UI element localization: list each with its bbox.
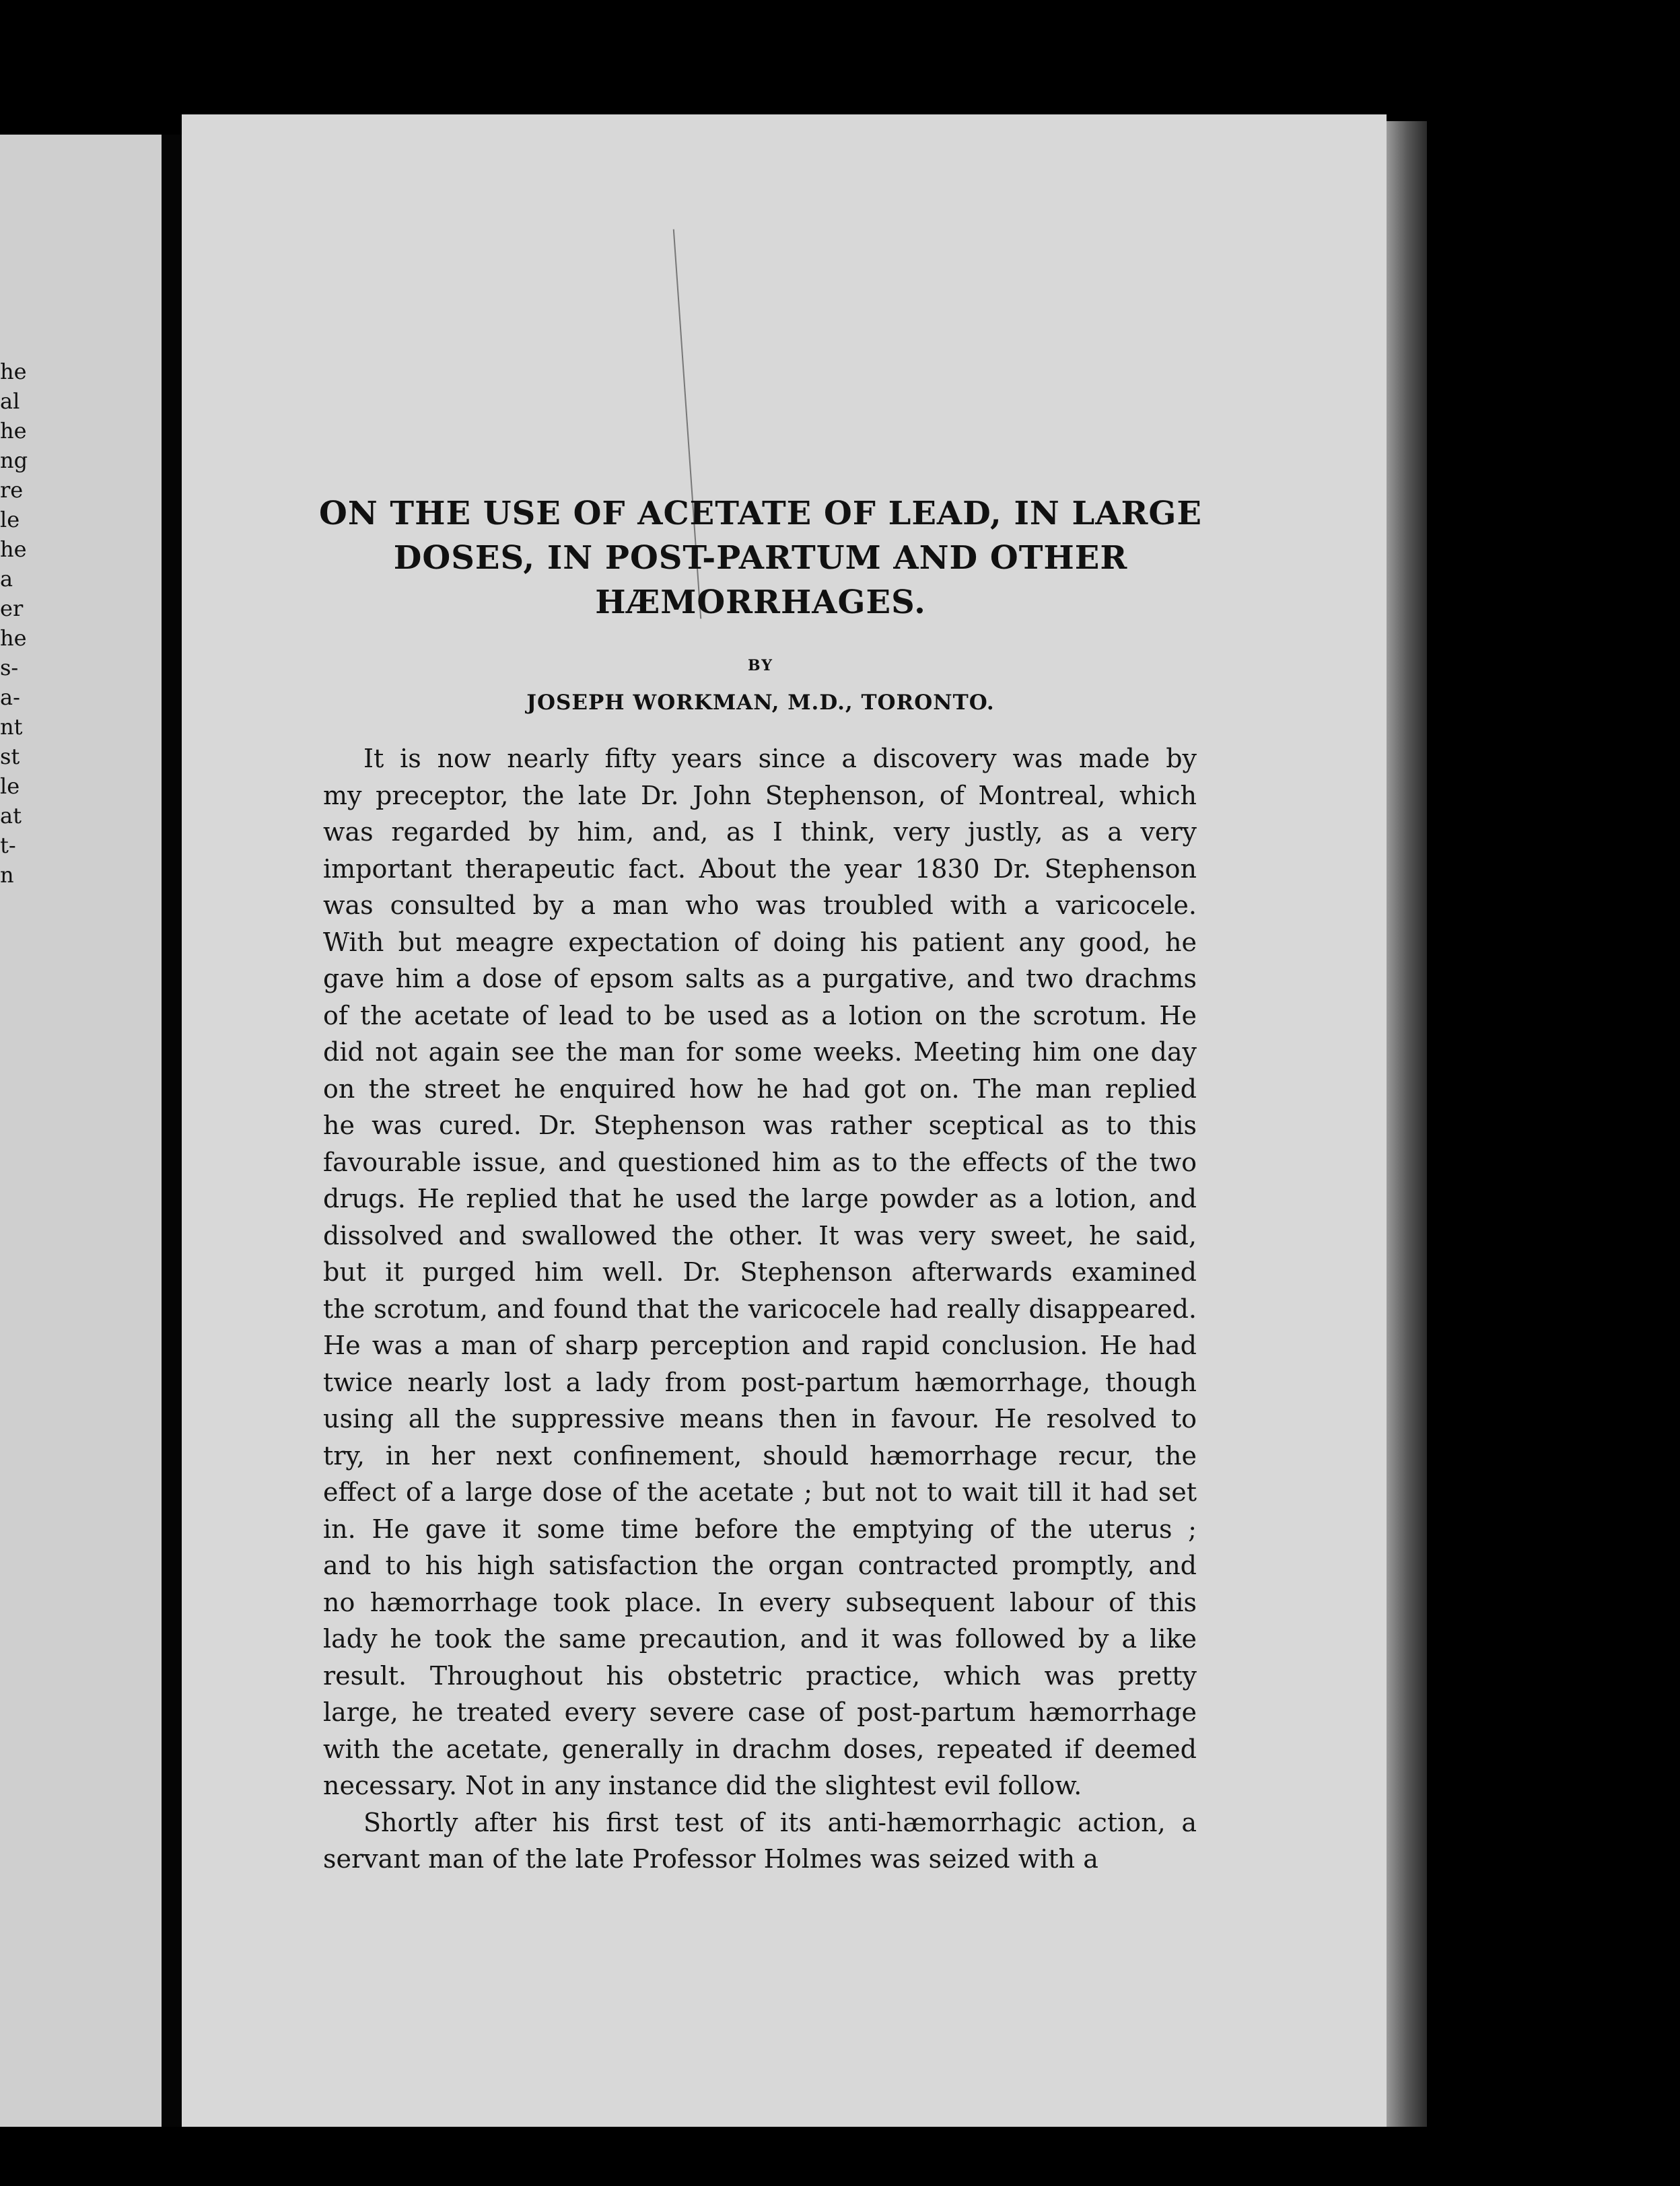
text-line: using all the suppressive means then in favour. He resolved to bbox=[323, 1404, 1197, 1434]
left-fragment: le bbox=[0, 507, 20, 532]
text-line: effect of a large dose of the acetate ; but not to wait till it had set bbox=[323, 1477, 1197, 1507]
text-line: favourable issue, and questioned him as to the effects of the two bbox=[323, 1147, 1197, 1177]
title-line-1: ON THE USE OF ACETATE OF LEAD, IN LARGE bbox=[319, 495, 1202, 532]
text-line: on the street he enquired how he had got on. The man replied bbox=[323, 1073, 1197, 1104]
left-fragment: t- bbox=[0, 833, 16, 858]
text-line: my preceptor, the late Dr. John Stephenson, of Montreal, which bbox=[323, 780, 1197, 810]
byline-by: BY bbox=[748, 657, 773, 674]
paragraph-2 bbox=[323, 1804, 1197, 1878]
text-line: the scrotum, and found that the varicocele had really disappeared. bbox=[323, 1294, 1197, 1324]
text-line: no hæmorrhage took place. In every subsequent labour of this bbox=[323, 1587, 1197, 1617]
text-line: necessary. Not in any instance did the slightest evil follow. bbox=[323, 1771, 1082, 1800]
text-line: important therapeutic fact. About the year 1830 Dr. Stephenson bbox=[323, 853, 1197, 884]
text-line: was consulted by a man who was troubled with a varicocele. bbox=[323, 890, 1197, 920]
left-fragment: he bbox=[0, 625, 27, 651]
text-line: he was cured. Dr. Stephenson was rather sceptical as to this bbox=[323, 1110, 1197, 1140]
left-fragment: ng bbox=[0, 448, 28, 473]
text-line: try, in her next confinement, should hæmorrhage recur, the bbox=[323, 1440, 1197, 1471]
text-line: with the acetate, generally in drachm doses, repeated if deemed bbox=[323, 1734, 1197, 1764]
text-line: He was a man of sharp perception and rapid conclusion. He had bbox=[323, 1331, 1197, 1360]
text-line: was regarded by him, and, as I think, very justly, as a very bbox=[323, 817, 1197, 847]
text-line: lady he took the same precaution, and it was followed by a like bbox=[323, 1624, 1197, 1654]
text-line: and to his high satisfaction the organ contracted promptly, and bbox=[323, 1551, 1197, 1580]
page-edge bbox=[1387, 121, 1427, 2127]
left-fragment: al bbox=[0, 388, 20, 414]
author-name: JOSEPH WORKMAN, M.D., TORONTO. bbox=[526, 691, 995, 715]
left-fragment: n bbox=[0, 862, 14, 888]
title-line-2: DOSES, IN POST-PARTUM AND OTHER bbox=[393, 539, 1128, 577]
left-fragment: a bbox=[0, 566, 13, 592]
text-line: dissolved and swallowed the other. It was very sweet, he said, bbox=[323, 1220, 1197, 1250]
text-line: gave him a dose of epsom salts as a purgative, and two drachms bbox=[323, 964, 1197, 993]
text-line: drugs. He replied that he used the large powder as a lotion, and bbox=[323, 1184, 1197, 1213]
paragraph-1 bbox=[323, 740, 1197, 1804]
left-fragment: s- bbox=[0, 655, 19, 680]
left-fragment: he bbox=[0, 418, 27, 444]
text-line: did not again see the man for some weeks. Meeting him one day bbox=[323, 1037, 1197, 1067]
article-title bbox=[269, 491, 1252, 625]
left-fragment: st bbox=[0, 744, 20, 769]
book-gutter bbox=[162, 135, 182, 2127]
left-fragment: le bbox=[0, 773, 20, 799]
left-fragment: a- bbox=[0, 684, 20, 710]
article-body bbox=[323, 740, 1197, 1878]
text-line: large, he treated every severe case of post-partum hæmorrhage bbox=[323, 1697, 1197, 1727]
left-page-text-fragments bbox=[0, 357, 40, 890]
text-line: With but meagre expectation of doing his patient any good, he bbox=[323, 927, 1197, 957]
title-line-3: HÆMORRHAGES. bbox=[595, 584, 926, 621]
left-fragment: nt bbox=[0, 714, 23, 740]
text-line: Shortly after his first test of its anti-hæmorrhagic action, a bbox=[363, 1807, 1197, 1837]
text-line: twice nearly lost a lady from post-partum hæmorrhage, though bbox=[323, 1367, 1197, 1397]
text-line: of the acetate of lead to be used as a lotion on the scrotum. He bbox=[323, 1000, 1197, 1030]
text-line: It is now nearly fifty years since a discovery was made by bbox=[363, 744, 1197, 773]
left-fragment: re bbox=[0, 477, 24, 503]
left-fragment: he bbox=[0, 359, 27, 384]
left-fragment: er bbox=[0, 596, 24, 621]
left-fragment: he bbox=[0, 536, 27, 562]
text-line: in. He gave it some time before the emptying of the uterus ; bbox=[323, 1514, 1197, 1544]
text-line: but it purged him well. Dr. Stephenson afterwards examined bbox=[323, 1257, 1197, 1287]
text-line: result. Throughout his obstetric practice, which was pretty bbox=[323, 1660, 1197, 1691]
text-line: servant man of the late Professor Holmes was seized with a bbox=[323, 1844, 1098, 1874]
left-fragment: at bbox=[0, 803, 22, 828]
